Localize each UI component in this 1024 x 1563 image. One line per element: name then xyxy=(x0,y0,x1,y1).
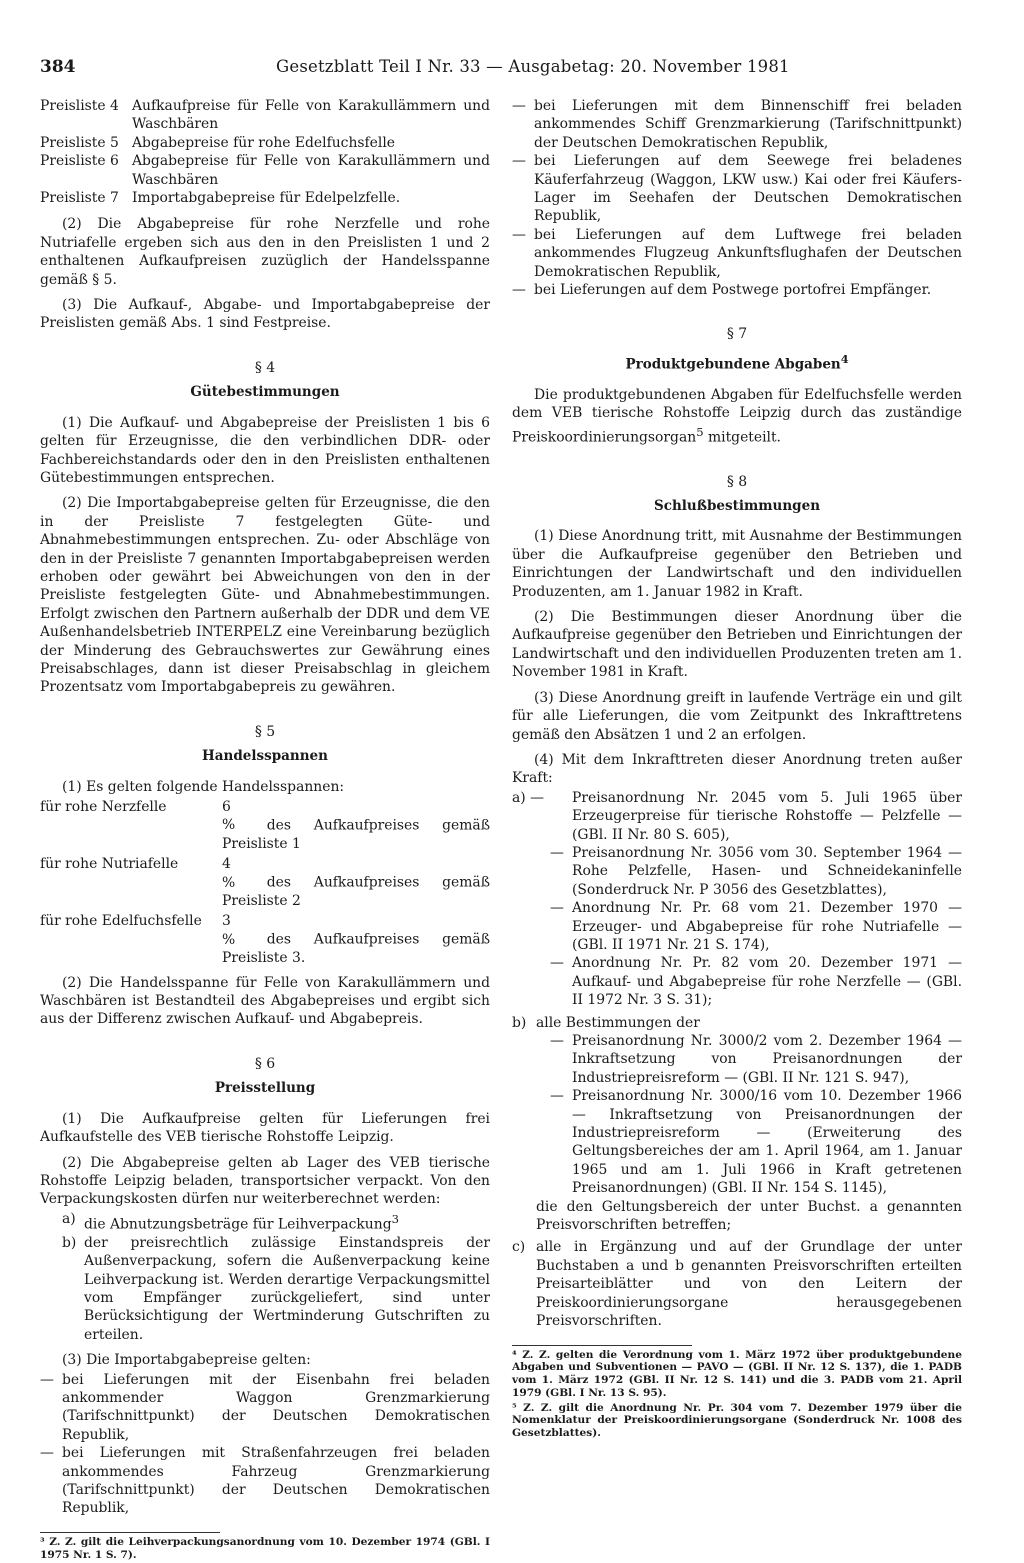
list-item xyxy=(512,789,962,844)
dash-marker: — xyxy=(550,1088,564,1105)
list-text: die den Geltungsbereich der unter Buchst. a genannten Preisvorschriften betreffen; xyxy=(536,1198,962,1234)
footnote-rule xyxy=(512,1345,692,1346)
section-title xyxy=(512,350,962,374)
paragraph: (1) Die Aufkauf- und Abgabepreise der Preislisten 1 bis 6 gelten für Erzeugnisse, die den verbindlichen DDR- oder Fachbereichstandards oder den in den Preislisten enthaltenen Gütebestimmungen entsprechen. xyxy=(40,414,490,486)
section-title: Gütebestimmungen xyxy=(190,384,340,401)
handelsspanne-row xyxy=(40,855,490,910)
handelsspanne-text: des Aufkaufpreises gemäß Preisliste 3. xyxy=(222,931,490,967)
dash-text: Anordnung Nr. Pr. 82 vom 20. Dezember 1971 — Aufkauf- und Abgabepreise für rohe Nerzfelle — (GBl. II 1972 Nr. 3 S. 31); xyxy=(572,955,962,1009)
preisliste-label: Preisliste 7 xyxy=(40,190,119,207)
preisliste-row xyxy=(40,152,490,189)
preisliste-text: Aufkaufpreise für Felle von Karakullämmern und Waschbären xyxy=(132,98,490,133)
paragraph: (3) Die Importabgabepreise gelten: xyxy=(62,1352,311,1369)
dash-text: Preisanordnung Nr. 3000/2 vom 2. Dezember 1964 — Inkraftsetzung von Preisanordnungen der Industriepreisreform — (GBl. II Nr. 121 S. 947), xyxy=(572,1033,962,1086)
list-marker: a) — xyxy=(512,789,545,806)
paragraph-text: mitgeteilt. xyxy=(703,429,781,446)
paragraph: (2) Die Abgabepreise gelten ab Lager des VEB tierische Rohstoffe Leipzig beladen, transportsicher verpackt. Von den Verpackungskosten dürfen nur weiterberechnet werden: xyxy=(40,1154,490,1208)
list-text: alle in Ergänzung und auf der Grundlage der unter Buchstaben a und b genannten Preisvorschriften erteilten Preisarteiblätter und von den Leitern der Preiskoordinierungsorgane herausgegebenen Preisvorschriften. xyxy=(536,1239,962,1330)
page-number: 384 xyxy=(40,57,76,77)
dash-item xyxy=(40,1444,490,1518)
section-title: Preisstellung xyxy=(214,1080,316,1097)
dash-marker: — xyxy=(512,153,526,170)
dash-text: Preisanordnung Nr. 3056 vom 30. September 1964 — Rohe Pelzfelle, Hasen- und Schneidekaninfelle (Sonderdruck Nr. P 3056 des Gesetzblattes), xyxy=(572,844,962,898)
section-number: § 7 xyxy=(726,326,748,343)
section-title: Schlußbestimmungen xyxy=(653,498,821,515)
paragraph: (3) Die Aufkauf-, Abgabe- und Importabgabepreise der Preislisten gemäß Abs. 1 sind Festpreise. xyxy=(40,297,490,332)
preisliste-row xyxy=(40,97,490,134)
paragraph: (1) Es gelten folgende Handelsspannen: xyxy=(62,778,345,795)
list-text: der preisrechtlich zulässige Einstandspreis der Außenverpackung, sofern die Außenverpackung keine Leihverpackung ist. Werden derartige Verpackungsmittel vom Empfänger zurückgeliefert, sind unter Berücksichtigung der Wertminderung Gutschriften zu erteilen. xyxy=(84,1234,490,1343)
page-header xyxy=(40,57,990,83)
dash-text: bei Lieferungen auf dem Seewege frei beladenes Käuferfahrzeug (Waggon, LKW usw.) Kai oder frei Käufers-Lager im Seehafen der Deutschen Demokratischen Republik, xyxy=(534,153,962,225)
list-item xyxy=(512,1238,962,1330)
dash-item xyxy=(550,844,962,899)
handelsspanne-item: für rohe Nutriafelle xyxy=(40,856,179,873)
paragraph-text: Die produktgebundenen Abgaben für Edelfuchsfelle werden dem VEB tierische Rohstoffe Leipzig durch das zuständige Preiskoordinierungsorgan xyxy=(512,386,962,446)
dash-marker: — xyxy=(512,98,526,114)
paragraph: (1) Diese Anordnung tritt, mit Ausnahme der Bestimmungen über die Aufkaufpreise gegenüber den Betrieben und Einrichtungen der Landwirtschaft und den individuellen Produzenten, am 1. Januar 1982 in Kraft. xyxy=(512,528,962,600)
dash-marker: — xyxy=(550,955,564,972)
right-column xyxy=(512,97,962,1442)
dash-item xyxy=(550,954,962,1009)
preisliste-text: Importabgabepreise für Edelpelzfelle. xyxy=(132,190,401,207)
list-item xyxy=(62,1234,490,1344)
preisliste-label: Preisliste 6 xyxy=(40,153,119,170)
footnote: ⁴ Z. Z. gelten die Verordnung vom 1. März 1972 über produktgebundene Abgaben und Subventionen — PAVO — (GBl. II Nr. 12 S. 137), die 1. PADB vom 1. März 1972 (GBl. II Nr. 12 S. 141) und die 3. PADB vom 21. April 1979 (GBl. I Nr. 13 S. 95). xyxy=(512,1348,962,1399)
list-text: Preisanordnung Nr. 2045 vom 5. Juli 1965 über Erzeugerpreise für tierische Rohstoffe — Pelzfelle — (GBl. II Nr. 80 S. 605), xyxy=(572,789,962,843)
dash-item xyxy=(512,152,962,226)
dash-item xyxy=(512,281,962,299)
paragraph: (2) Die Abgabepreise für rohe Nerzfelle und rohe Nutriafelle ergeben sich aus den in den Preislisten 1 und 2 enthaltenen Aufkaufpreisen zuzüglich der Handelsspanne gemäß § 5. xyxy=(40,216,490,288)
handelsspanne-row xyxy=(40,798,490,853)
footnote-ref: 5 xyxy=(696,424,704,439)
paragraph: (3) Diese Anordnung greift in laufende Verträge ein und gilt für alle Lieferungen, die vom Zeitpunkt des Inkrafttretens gemäß den Absätzen 1 und 2 an erfolgen. xyxy=(512,689,962,743)
dash-marker: — xyxy=(512,282,526,299)
dash-text: bei Lieferungen mit der Eisenbahn frei beladen ankommender Waggon Grenzmarkierung (Tarifschnittpunkt) der Deutschen Demokratischen Republik, xyxy=(62,1371,490,1443)
running-head: Gesetzblatt Teil I Nr. 33 — Ausgabetag: 20. November 1981 xyxy=(276,57,790,76)
preisliste-text: Abgabepreise für Felle von Karakullämmern und Waschbären xyxy=(132,153,490,188)
dash-item xyxy=(512,97,962,152)
preisliste-label: Preisliste 5 xyxy=(40,134,119,151)
list-item xyxy=(512,1014,962,1032)
list-text: die Abnutzungsbeträge für Leihverpackung xyxy=(84,1216,392,1233)
section-number: § 6 xyxy=(254,1055,276,1072)
list-marker: b) xyxy=(62,1234,77,1251)
dash-marker: — xyxy=(512,226,526,243)
paragraph xyxy=(512,386,962,447)
handelsspanne-text: des Aufkaufpreises gemäß Preisliste 1 xyxy=(222,817,490,852)
preisliste-text: Abgabepreise für rohe Edelfuchsfelle xyxy=(132,134,395,151)
handelsspanne-text: des Aufkaufpreises gemäß Preisliste 2 xyxy=(222,874,490,910)
dash-marker: — xyxy=(40,1371,54,1388)
paragraph: (2) Die Handelsspanne für Felle von Karakullämmern und Waschbären ist Bestandteil des Abgabepreises und ergibt sich aus der Differenz zwischen Aufkauf- und Abgabepreis. xyxy=(40,974,490,1028)
dash-text: Preisanordnung Nr. 3000/16 vom 10. Dezember 1966 — Inkraftsetzung von Preisanordnungen der Industriepreisreform — (Erweiterung des Geltungsbereiches der am 1. April 1964, am 1. Januar 1965 und am 1. Juli 1966 in Kraft getretenen Preisanordnungen) (GBl. II Nr. 154 S. 1145), xyxy=(572,1088,962,1197)
section-number: § 8 xyxy=(726,473,748,490)
handelsspanne-item: für rohe Nerzfelle xyxy=(40,799,167,815)
paragraph: (1) Die Aufkaufpreise gelten für Lieferungen frei Aufkaufstelle des VEB tierische Rohstoffe Leipzig. xyxy=(40,1110,490,1146)
dash-text: bei Lieferungen auf dem Postwege portofrei Empfänger. xyxy=(534,282,932,299)
dash-text: bei Lieferungen mit Straßenfahrzeugen frei beladen ankommendes Fahrzeug Grenzmarkierung (Tarifschnittpunkt) der Deutschen Demokratischen Republik, xyxy=(62,1445,490,1517)
handelsspanne-percent: 6 % xyxy=(222,799,236,834)
handelsspanne-item: für rohe Edelfuchsfelle xyxy=(40,913,202,930)
dash-item xyxy=(550,1032,962,1087)
footnote: ⁵ Z. Z. gilt die Anordnung Nr. Pr. 304 vom 7. Dezember 1979 über die Nomenklatur der Preiskoordinierungsorgane (Sonderdruck Nr. 1008 des Gesetzblattes). xyxy=(512,1401,962,1440)
section-title-text: Produktgebundene Abgaben xyxy=(625,356,841,373)
footnote-ref: 3 xyxy=(391,1211,399,1226)
section-number: § 4 xyxy=(254,359,276,376)
footnote: ³ Z. Z. gilt die Leihverpackungsanordnung vom 10. Dezember 1974 (GBl. I 1975 Nr. 1 S. 7). xyxy=(40,1535,490,1561)
list-item xyxy=(62,1210,490,1234)
dash-item xyxy=(512,226,962,281)
list-marker: b) xyxy=(512,1014,527,1031)
preisliste-label: Preisliste 4 xyxy=(40,98,119,114)
dash-marker: — xyxy=(550,1033,564,1049)
paragraph: (2) Die Importabgabepreise gelten für Erzeugnisse, die den in der Preisliste 7 festgelegten Güte- und Abnahmebestimmungen entsprechen. Zu- oder Abschläge von den in der Preisliste 7 genannten Importabgabepreisen werden erhoben oder gewährt bei Abweichungen von den in der Preisliste festgelegten Güte- und Abnahmebestimmungen. Erfolgt zwischen den Partnern außerhalb der DDR und dem VE Außenhandelsbetrieb INTERPELZ eine Vereinbarung bezüglich der Minderung des Gebrauchswertes zur Gewährung eines Preisabschlages, dann ist dieser Preisabschlag in gleichem Prozentsatz vom Importabgabepreis zu gewähren. xyxy=(40,495,490,696)
section-number: § 5 xyxy=(254,723,276,740)
preisliste-row xyxy=(40,134,490,152)
handelsspanne-percent: 4 % xyxy=(222,856,236,891)
dash-marker: — xyxy=(40,1445,54,1462)
list-marker: c) xyxy=(512,1239,526,1256)
dash-item xyxy=(40,1371,490,1445)
footnote-ref: 4 xyxy=(840,351,849,366)
handelsspanne-row xyxy=(40,912,490,967)
section-title: Handelsspannen xyxy=(202,748,328,765)
dash-text: bei Lieferungen auf dem Luftwege frei beladen ankommendes Flugzeug Ankunftsflughafen der Deutschen Demokratischen Republik, xyxy=(534,226,962,280)
paragraph: (2) Die Bestimmungen dieser Anordnung über die Aufkaufpreise gegenüber den Betrieben und Einrichtungen der Landwirtschaft und den individuellen Produzenten treten am 1. November 1981 in Kraft. xyxy=(512,609,962,681)
dash-marker: — xyxy=(550,900,564,917)
left-column xyxy=(40,97,490,1563)
dash-item xyxy=(550,1087,962,1197)
list-text: alle Bestimmungen der xyxy=(536,1014,700,1031)
footnote-rule xyxy=(40,1532,220,1533)
preisliste-row xyxy=(40,189,490,207)
handelsspanne-percent: 3 % xyxy=(222,913,236,948)
dash-text: Anordnung Nr. Pr. 68 vom 21. Dezember 1970 — Erzeuger- und Abgabepreise für rohe Nutriafelle — (GBl. II 1971 Nr. 21 S. 174), xyxy=(572,900,962,953)
list-marker: a) xyxy=(62,1210,76,1227)
dash-marker: — xyxy=(550,844,564,861)
dash-text: bei Lieferungen mit dem Binnenschiff frei beladen ankommendes Schiff Grenzmarkierung (Tarifschnittpunkt) der Deutschen Demokratischen Republik, xyxy=(534,98,962,151)
dash-item xyxy=(550,899,962,954)
paragraph: (4) Mit dem Inkrafttreten dieser Anordnung treten außer Kraft: xyxy=(512,751,962,787)
